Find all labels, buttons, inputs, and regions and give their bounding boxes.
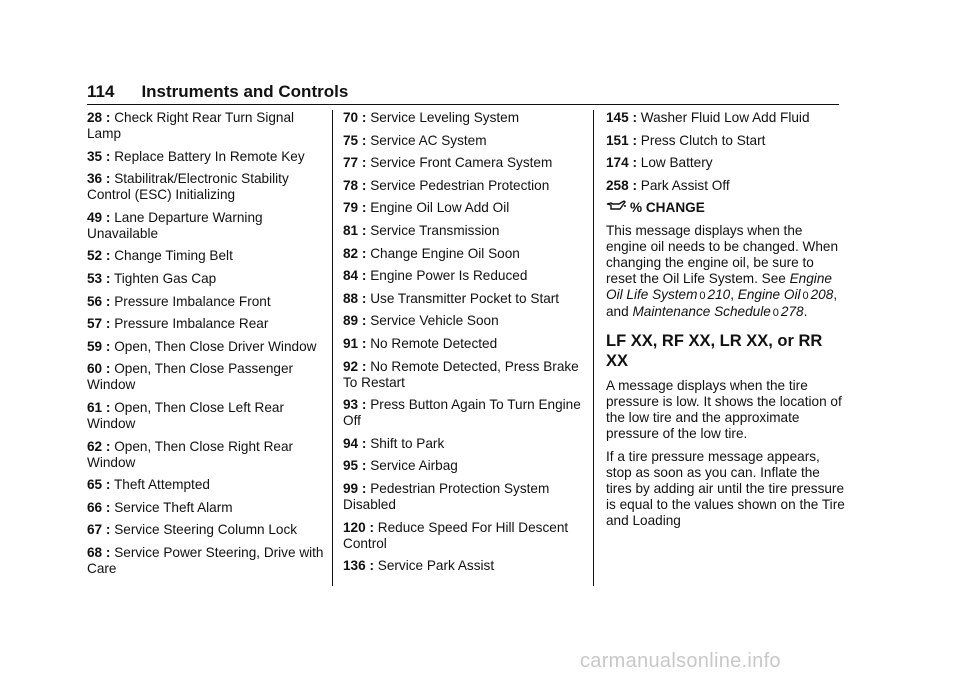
- message-code: 91 :: [343, 335, 367, 351]
- message-text: Engine Oil Low Add Oil: [370, 200, 510, 216]
- message-entry: [87, 210, 325, 242]
- message-code: 75 :: [343, 132, 367, 148]
- message-text: Service Airbag: [370, 458, 458, 474]
- message-entry: [343, 397, 583, 429]
- message-text: Pressure Imbalance Rear: [114, 316, 269, 332]
- message-entry: [343, 110, 583, 126]
- message-text: Washer Fluid Low Add Fluid: [640, 110, 810, 125]
- message-entry: [343, 223, 583, 239]
- message-list-column-2: [343, 110, 583, 581]
- page-number: 114: [87, 82, 115, 101]
- message-entry: [343, 155, 583, 171]
- message-text: Service Front Camera System: [370, 155, 553, 171]
- message-entry: [87, 439, 325, 471]
- message-code: 53 :: [87, 270, 111, 286]
- punct: .: [803, 304, 808, 320]
- message-code: 28 :: [87, 110, 111, 125]
- message-text: Service Park Assist: [377, 558, 495, 574]
- message-text: Open, Then Close Passenger Window: [87, 361, 294, 393]
- message-list-column-3: [606, 110, 846, 536]
- message-code: 94 :: [343, 435, 367, 451]
- message-code: 77 :: [343, 155, 367, 171]
- oil-change-label: % CHANGE: [630, 200, 705, 216]
- message-text: Open, Then Close Left Rear Window: [87, 399, 284, 431]
- punct: ,: [730, 287, 734, 303]
- message-text: Service Power Steering, Drive with Care: [87, 544, 324, 576]
- message-list: [606, 110, 846, 194]
- message-text: Lane Departure Warning Unavailable: [87, 209, 263, 241]
- message-entry: [606, 110, 846, 126]
- xref-engine-oil[interactable]: Engine Oil: [737, 287, 801, 303]
- message-code: 59 :: [87, 338, 111, 354]
- message-text: Open, Then Close Driver Window: [114, 338, 317, 354]
- message-entry: [343, 558, 583, 574]
- message-entry: [87, 271, 325, 287]
- message-entry: [343, 133, 583, 149]
- message-text: Press Button Again To Turn Engine Off: [343, 397, 581, 429]
- message-code: 258 :: [606, 177, 637, 193]
- page-ref[interactable]: 208: [810, 287, 834, 303]
- message-entry: [87, 316, 325, 332]
- message-entry: [87, 500, 325, 516]
- message-text: Open, Then Close Right Rear Window: [87, 438, 294, 470]
- message-text: Reduce Speed For Hill Descent Control: [343, 519, 569, 551]
- message-text: No Remote Detected, Press Brake To Restart: [343, 358, 579, 390]
- message-entry: [87, 171, 325, 203]
- message-text: Service Transmission: [370, 222, 500, 238]
- message-code: 52 :: [87, 248, 111, 264]
- message-code: 99 :: [343, 480, 367, 496]
- message-code: 93 :: [343, 397, 367, 413]
- message-code: 89 :: [343, 313, 367, 329]
- message-code: 174 :: [606, 155, 637, 171]
- column-divider: [593, 110, 594, 586]
- message-code: 84 :: [343, 268, 367, 284]
- message-code: 68 :: [87, 544, 111, 560]
- message-text: Change Timing Belt: [114, 248, 233, 264]
- message-code: 95 :: [343, 458, 367, 474]
- oil-change-paragraph: [606, 223, 846, 321]
- message-entry: [87, 545, 325, 577]
- message-entry: [343, 313, 583, 329]
- message-code: 145 :: [606, 110, 637, 125]
- message-code: 82 :: [343, 245, 367, 261]
- page-header: [87, 82, 839, 105]
- message-text: Tighten Gas Cap: [113, 270, 217, 286]
- tire-paragraph-2: If a tire pressure message appears, stop as soon as you can. Inflate the tires by adding air until the tire pressure is equal to the values shown on the Tire and Loading: [606, 449, 845, 529]
- message-entry: [343, 291, 583, 307]
- message-code: 56 :: [87, 293, 111, 309]
- message-entry: [87, 522, 325, 538]
- message-code: 65 :: [87, 477, 111, 493]
- message-entry: [343, 200, 583, 216]
- message-code: 36 :: [87, 171, 111, 187]
- message-text: Service Theft Alarm: [114, 499, 233, 515]
- message-entry: [343, 359, 583, 391]
- message-entry: [343, 481, 583, 513]
- message-text: Service Leveling System: [370, 110, 520, 125]
- message-entry: [87, 477, 325, 493]
- message-text: Use Transmitter Pocket to Start: [370, 290, 560, 306]
- message-entry: [606, 155, 846, 171]
- xref-maintenance-schedule[interactable]: Maintenance Schedule: [632, 304, 771, 320]
- message-code: 136 :: [343, 558, 374, 574]
- xref-oil-life-system[interactable]: Engine Oil Life System: [606, 271, 832, 303]
- message-text: Service Steering Column Lock: [114, 522, 298, 538]
- watermark: carmanualsonline.info: [580, 650, 781, 672]
- oil-change-heading: [606, 200, 846, 216]
- message-entry: [343, 268, 583, 284]
- message-code: 92 :: [343, 358, 367, 374]
- oil-change-text: This message displays when the engine oil needs to be changed. When changing the engine oil, be sure to reset the Oil Life System. See: [606, 223, 839, 287]
- message-code: 70 :: [343, 110, 367, 125]
- message-text: Service AC System: [370, 132, 487, 148]
- conjunction-text: , and: [606, 287, 838, 320]
- tire-section-title: LF XX, RF XX, LR XX, or RR XX: [606, 332, 823, 371]
- message-entry: [606, 133, 846, 149]
- message-entry: [87, 294, 325, 310]
- message-text: Park Assist Off: [640, 177, 730, 193]
- message-text: Press Clutch to Start: [640, 132, 766, 148]
- message-code: 49 :: [87, 209, 111, 225]
- message-text: Low Battery: [640, 155, 713, 171]
- message-text: Change Engine Oil Soon: [370, 245, 520, 261]
- page-ref-icon: 0: [699, 290, 706, 303]
- tire-paragraph-1: A message displays when the tire pressure is low. It shows the location of the low tire and the approximate pressure of the low tire.: [606, 378, 842, 442]
- page-ref-icon: 0: [772, 307, 779, 320]
- message-code: 57 :: [87, 316, 111, 332]
- message-code: 88 :: [343, 290, 367, 306]
- message-code: 151 :: [606, 132, 637, 148]
- oil-can-icon: [606, 200, 626, 216]
- message-text: No Remote Detected: [370, 335, 498, 351]
- message-list-column-1: [87, 110, 325, 584]
- message-text: Shift to Park: [370, 435, 445, 451]
- message-entry: [343, 436, 583, 452]
- message-entry: [343, 246, 583, 262]
- message-entry: [606, 178, 846, 194]
- message-code: 35 :: [87, 148, 111, 164]
- message-entry: [343, 520, 583, 552]
- message-entry: [87, 248, 325, 264]
- message-text: Pedestrian Protection System Disabled: [343, 480, 550, 512]
- page-ref[interactable]: 278: [780, 304, 804, 320]
- message-entry: [87, 361, 325, 393]
- message-code: 62 :: [87, 438, 111, 454]
- message-code: 120 :: [343, 519, 374, 535]
- message-text: Pressure Imbalance Front: [114, 293, 271, 309]
- message-code: 61 :: [87, 399, 111, 415]
- page-title: Instruments and Controls: [141, 82, 349, 101]
- message-code: 60 :: [87, 361, 111, 377]
- message-text: Theft Attempted: [113, 477, 210, 493]
- message-text: Check Right Rear Turn Signal Lamp: [87, 110, 295, 141]
- message-entry: [87, 110, 325, 142]
- message-text: Service Pedestrian Protection: [370, 177, 550, 193]
- message-code: 66 :: [87, 499, 111, 515]
- message-entry: [343, 336, 583, 352]
- message-entry: [87, 400, 325, 432]
- column-divider: [332, 110, 333, 586]
- message-code: 67 :: [87, 522, 111, 538]
- message-text: Replace Battery In Remote Key: [114, 148, 305, 164]
- message-text: Stabilitrak/Electronic Stability Control (ESC) Initializing: [87, 171, 289, 203]
- message-code: 78 :: [343, 177, 367, 193]
- page-ref-icon: 0: [802, 290, 809, 303]
- message-entry: [87, 339, 325, 355]
- message-entry: [343, 458, 583, 474]
- message-code: 79 :: [343, 200, 367, 216]
- message-entry: [343, 178, 583, 194]
- message-code: 81 :: [343, 222, 367, 238]
- page-ref[interactable]: 210: [707, 287, 731, 303]
- message-text: Engine Power Is Reduced: [370, 268, 528, 284]
- message-entry: [87, 149, 325, 165]
- message-text: Service Vehicle Soon: [370, 313, 499, 329]
